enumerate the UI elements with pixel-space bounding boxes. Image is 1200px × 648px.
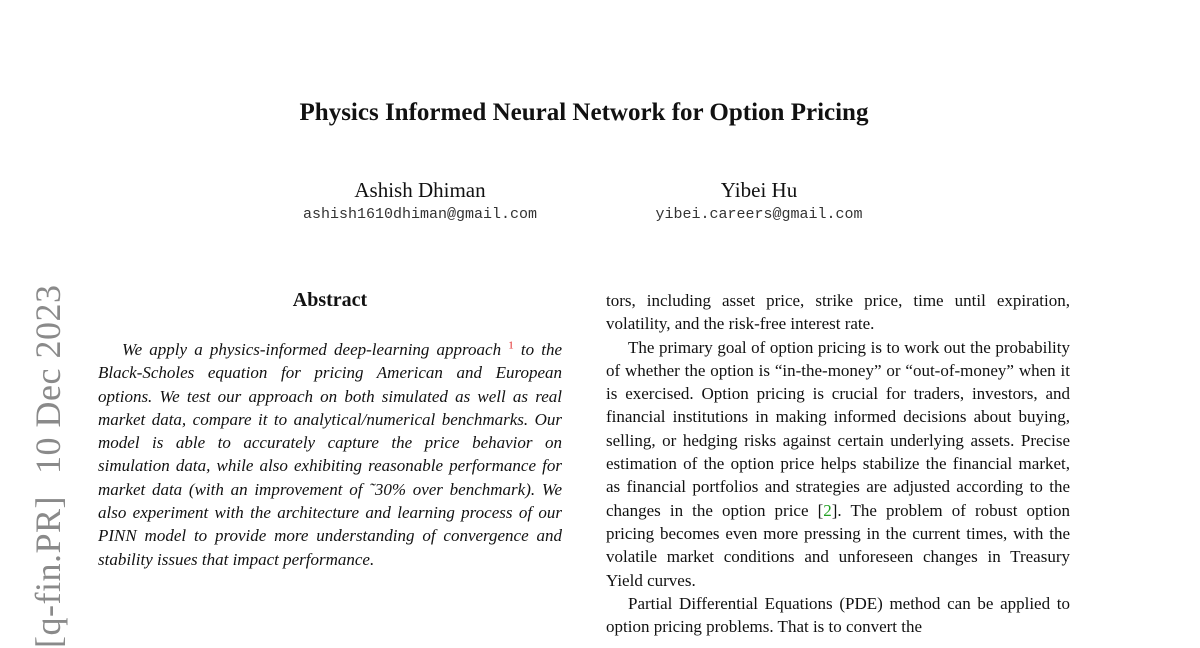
author-block-1	[270, 176, 570, 226]
arxiv-category: [q-fin.PR]	[28, 496, 68, 648]
body-paragraph: Partial Differential Equations (PDE) method can be applied to option pricing problems. That is to convert the	[606, 593, 1070, 637]
abstract-column	[98, 286, 562, 571]
body-paragraph	[606, 336, 1070, 592]
body-paragraph: tors, including asset price, strike price, time until expiration, volatility, and the risk-free interest rate.	[606, 291, 1070, 334]
citation-link[interactable]: 2	[823, 500, 832, 520]
author-email: yibei.careers@gmail.com	[655, 206, 863, 223]
abstract-heading: Abstract	[292, 289, 368, 311]
author-name: Ashish Dhiman	[354, 178, 486, 202]
abstract-text-rest: to the Black-Scholes equation for pricing American and European options. We test our approach on both simulated as well as real market data, compare it to analytical/numerical benchmarks. Our model is able to accurately capture the price behavior on simulation data, while also exhibiting reasonable performance for market data (with an improvement of ˜30% over benchmark). We also experiment with the architecture and learning process of our PINN model to provide more understanding of convergence and stability issues that impact performance.	[98, 340, 562, 569]
body-column	[606, 289, 1070, 638]
abstract-text	[98, 338, 562, 571]
body-text: The primary goal of option pricing is to work out the probability of whether the option is “in-the-money” or “out-of-money” when it is exercised. Option pricing is crucial for traders, investors, and financial institutions in making informed decisions about buying, selling, or hedging risks against certain underlying assets. Precise estimation of the option price helps stabilize the financial market, as financial portfolios and strategies are adjusted according to the changes in the option price [	[606, 337, 1070, 520]
author-name: Yibei Hu	[720, 178, 798, 202]
author-block-2	[606, 176, 912, 226]
body-text: ]. The problem of robust option pricing becomes even more pressing in the current times, with the volatile market conditions and unforeseen changes in Treasury Yield curves.	[606, 500, 1070, 590]
paper-title: Physics Informed Neural Network for Option Pricing	[299, 99, 869, 126]
author-email: ashish1610dhiman@gmail.com	[302, 206, 538, 223]
arxiv-date: 10 Dec 2023	[28, 284, 68, 474]
abstract-text-start: We apply a physics-informed deep-learning approach	[122, 340, 502, 359]
footnote-link[interactable]: 1	[508, 339, 514, 352]
arxiv-sidebar-stamp	[30, 285, 66, 648]
